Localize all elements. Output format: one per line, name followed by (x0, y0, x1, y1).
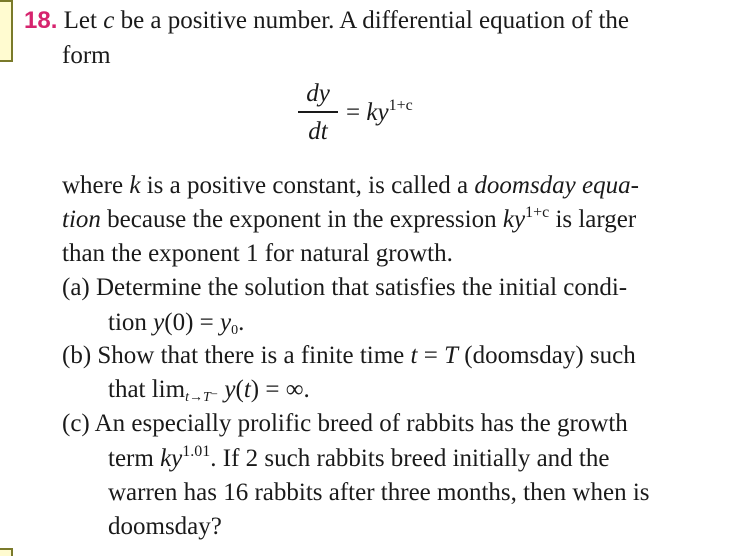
problem-intro-line-2: form (62, 42, 111, 69)
equation-fraction (298, 80, 338, 146)
part-c-line-3: warren has 16 rabbits after three months, then when is (108, 479, 650, 506)
part-c-line-1: (c) An especially prolific breed of rabbits has the growth (62, 410, 628, 437)
equation-denominator: dt (308, 118, 328, 145)
equation-rhs: = $ky^{1+c}$ (346, 97, 413, 126)
margin-marker-bottom (0, 548, 13, 556)
problem-intro-line-1: 18. Let c be a positive number. A differential equation of the (24, 7, 629, 34)
part-c-label: (c) (62, 410, 90, 437)
description-line-1: where k is a positive constant, is called a doomsday equa- (62, 172, 639, 199)
part-a-line-1: (a) Determine the solution that satisfies the initial condi- (62, 274, 628, 301)
equation-numerator: dy (306, 80, 330, 107)
problem-number: 18. (24, 7, 58, 34)
description-line-3: than the exponent 1 for natural growth. (62, 240, 453, 267)
part-c-line-4: doomsday? (108, 513, 222, 540)
description-line-2: tion because the exponent in the expression $ky^{1+c}$ is larger (62, 204, 637, 233)
part-a-line-2: tion $y(0) = y_0$. (108, 309, 245, 338)
part-c-line-2: term $ky^{1.01}$. If 2 such rabbits breed initially and the (108, 443, 610, 472)
part-b-line-2: that $\lim_{t\to T^-} y(t)$ = ∞. (108, 376, 310, 405)
part-b-label: (b) (62, 342, 92, 369)
fraction-bar (298, 111, 338, 113)
margin-marker (0, 0, 13, 62)
part-b-line-1: (b) Show that there is a finite time t = T (doomsday) such (62, 342, 636, 369)
part-a-label: (a) (62, 274, 90, 301)
